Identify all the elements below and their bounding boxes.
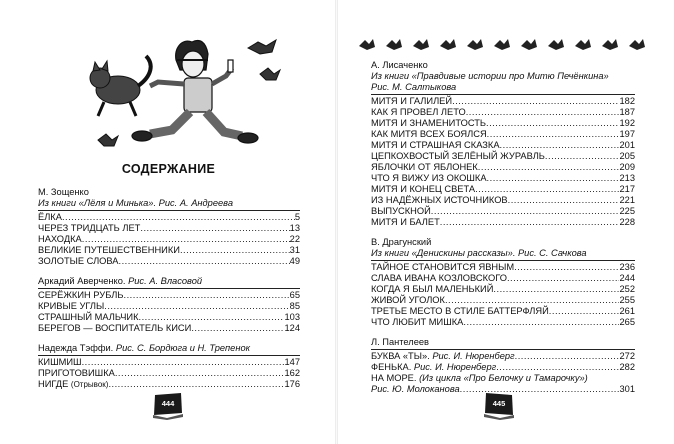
entry-page: 225 xyxy=(619,206,635,216)
dot-leader xyxy=(549,306,620,317)
toc-entry[interactable] xyxy=(38,256,300,267)
toc-entry[interactable] xyxy=(38,290,300,301)
dot-leader xyxy=(124,290,290,301)
dot-leader xyxy=(139,312,285,323)
illustrator-note: Рис. И. Нюренберг xyxy=(413,362,497,372)
entry-title: КРИВЫЕ УГЛЫ xyxy=(38,301,105,311)
dot-leader xyxy=(104,301,289,312)
entry-page: 272 xyxy=(619,351,635,361)
toc-entry[interactable] xyxy=(371,184,635,195)
toc-entry[interactable] xyxy=(38,357,300,368)
source-note: Из книги «Лёля и Минька». Рис. А. Андреева xyxy=(38,198,300,211)
page-number: 444 xyxy=(161,399,175,408)
illustrator-note: Рис. И. Нюренберг xyxy=(432,351,515,361)
entry-page: 201 xyxy=(619,140,635,150)
page-number: 445 xyxy=(492,399,506,408)
entry-title: ФЕНЬКА. xyxy=(371,362,412,372)
toc-entry[interactable] xyxy=(371,206,635,217)
entry-title: ЁЛКА xyxy=(38,212,62,222)
entry-title: КИШМИШ xyxy=(38,357,82,367)
entry-title: МИТЯ И БАЛЕТ xyxy=(371,217,440,227)
dot-leader xyxy=(466,107,620,118)
left-toc-column xyxy=(38,187,300,399)
right-page xyxy=(337,0,674,444)
entry-page: 49 xyxy=(289,256,300,266)
entry-page: 221 xyxy=(619,195,635,205)
author-name: Л. Пантелеев xyxy=(371,337,635,350)
entry-title: НА МОРЕ. xyxy=(371,373,417,383)
author-name: А. Лисаченко xyxy=(371,60,428,70)
entry-title: ЧТО ЛЮБИТ МИШКА xyxy=(371,317,464,327)
toc-entry[interactable] xyxy=(38,379,300,390)
right-toc-column xyxy=(371,60,635,404)
entry-page: 228 xyxy=(619,217,635,227)
entry-title: МИТЯ И КОНЕЦ СВЕТА xyxy=(371,184,476,194)
entry-title: СТРАШНЫЙ МАЛЬЧИК xyxy=(38,312,139,322)
illustrator-note: Рис. С. Бордюга и Н. Трепенок xyxy=(115,343,251,353)
entry-page: 236 xyxy=(619,262,635,272)
toc-entry[interactable] xyxy=(371,96,635,107)
entry-title: НИГДЕ xyxy=(38,379,69,389)
entry-title: СЛАВА ИВАНА КОЗЛОВСКОГО xyxy=(371,273,507,283)
entry-page: 265 xyxy=(619,317,635,327)
author-name: Аркадий Аверченко. xyxy=(38,276,126,286)
contents-title: СОДЕРЖАНИЕ xyxy=(121,162,216,176)
entry-title: ИЗ НАДЁЖНЫХ ИСТОЧНИКОВ xyxy=(371,195,508,205)
dot-leader xyxy=(500,140,620,151)
entry-title: МИТЯ И ГАЛИЛЕЙ xyxy=(371,96,453,106)
toc-entry[interactable] xyxy=(371,217,635,228)
dot-leader xyxy=(493,284,619,295)
toc-entry[interactable] xyxy=(371,295,635,306)
entry-page: 187 xyxy=(619,107,635,117)
dot-leader xyxy=(82,357,285,368)
dot-leader xyxy=(440,217,620,228)
entry-page: 162 xyxy=(284,368,300,378)
entry-page: 213 xyxy=(619,173,635,183)
page-number-badge xyxy=(482,391,516,421)
entry-page: 301 xyxy=(619,384,635,394)
dot-leader xyxy=(508,195,620,206)
entry-page: 103 xyxy=(284,312,300,322)
toc-entry[interactable] xyxy=(371,118,635,129)
toc-entry[interactable] xyxy=(371,262,635,273)
running-boy-cat-illustration xyxy=(80,30,290,158)
entry-page: 85 xyxy=(289,301,300,311)
toc-entry[interactable] xyxy=(38,323,300,334)
toc-entry[interactable] xyxy=(38,223,300,234)
dot-leader xyxy=(445,295,620,306)
dot-leader xyxy=(507,273,620,284)
entry-title: ТАЙНОЕ СТАНОВИТСЯ ЯВНЫМ xyxy=(371,262,515,272)
toc-entry[interactable] xyxy=(371,317,635,328)
toc-entry[interactable] xyxy=(371,107,635,118)
entry-page: 22 xyxy=(289,234,300,244)
dot-leader xyxy=(140,223,289,234)
dot-leader xyxy=(463,317,619,328)
toc-entry[interactable] xyxy=(38,245,300,256)
toc-entry[interactable] xyxy=(371,195,635,206)
entry-title: ЖИВОЙ УГОЛОК xyxy=(371,295,445,305)
entry-page: 192 xyxy=(619,118,635,128)
toc-section-dragunsky xyxy=(371,237,635,328)
entry-page: 255 xyxy=(619,295,635,305)
entry-title: БУКВА «ТЫ». xyxy=(371,351,430,361)
entry-title: МИТЯ И СТРАШНАЯ СКАЗКА xyxy=(371,140,500,150)
entry-title: ЧЕРЕЗ ТРИДЦАТЬ ЛЕТ xyxy=(38,223,141,233)
entry-title: ПРИГОТОВИШКА xyxy=(38,368,115,378)
toc-entry[interactable] xyxy=(371,373,635,384)
author-name: В. Драгунский xyxy=(371,237,432,247)
entry-title: БЕРЕГОВ — ВОСПИТАТЕЛЬ КИСИ xyxy=(38,323,192,333)
dot-leader xyxy=(82,234,290,245)
page-number-badge xyxy=(151,391,185,421)
entry-page: 65 xyxy=(289,290,300,300)
entry-page: 147 xyxy=(284,357,300,367)
entry-page: 244 xyxy=(619,273,635,283)
entry-page: 13 xyxy=(289,223,300,233)
dot-leader xyxy=(486,118,619,129)
entry-title: СЕРЁЖКИН РУБЛЬ xyxy=(38,290,124,300)
toc-entry[interactable] xyxy=(38,312,300,323)
bird-border-ornament xyxy=(357,36,657,52)
entry-page: 197 xyxy=(619,129,635,139)
author-name: М. Зощенко xyxy=(38,187,89,197)
author-line xyxy=(38,276,300,289)
toc-entry[interactable] xyxy=(38,234,300,245)
dot-leader xyxy=(475,184,619,195)
toc-entry[interactable] xyxy=(371,140,635,151)
entry-page: 31 xyxy=(289,245,300,255)
entry-note: (Отрывок) xyxy=(70,380,109,389)
cycle-note: (Из цикла «Про Белочку и Тамарочку») xyxy=(419,373,588,383)
author-name: Надежда Тэффи. xyxy=(38,343,114,353)
toc-entry[interactable] xyxy=(371,273,635,284)
dot-leader xyxy=(431,206,620,217)
toc-entry[interactable] xyxy=(371,162,635,173)
dot-leader xyxy=(191,323,284,334)
entry-title: НАХОДКА xyxy=(38,234,82,244)
toc-section-teffi xyxy=(38,343,300,390)
entry-title: КОГДА Я БЫЛ МАЛЕНЬКИЙ xyxy=(371,284,494,294)
entry-page: 176 xyxy=(284,379,300,389)
toc-entry[interactable] xyxy=(38,212,300,223)
entry-title: ВЫПУСКНОЙ xyxy=(371,206,431,216)
toc-entry[interactable] xyxy=(38,368,300,379)
dot-leader xyxy=(515,351,620,362)
entry-page: 5 xyxy=(294,212,300,222)
dot-leader xyxy=(478,162,620,173)
dot-leader xyxy=(496,362,619,373)
dot-leader xyxy=(115,368,285,379)
entry-title: ЦЕПКОХВОСТЫЙ ЗЕЛЁНЫЙ ЖУРАВЛЬ xyxy=(371,151,545,161)
toc-entry[interactable] xyxy=(371,284,635,295)
entry-page: 205 xyxy=(619,151,635,161)
toc-entry[interactable] xyxy=(371,306,635,317)
dot-leader xyxy=(452,96,619,107)
entry-title: ТРЕТЬЕ МЕСТО В СТИЛЕ БАТТЕРФЛЯЙ xyxy=(371,306,549,316)
toc-entry[interactable] xyxy=(371,351,635,362)
entry-page: 282 xyxy=(619,362,635,372)
dot-leader xyxy=(119,256,290,267)
toc-entry[interactable] xyxy=(38,301,300,312)
dot-leader xyxy=(62,212,295,223)
dot-leader xyxy=(545,151,620,162)
toc-entry[interactable] xyxy=(371,151,635,162)
entry-title: МИТЯ И ЗНАМЕНИТОСТЬ xyxy=(371,118,487,128)
entry-title: КАК МИТЯ ВСЕХ БОЯЛСЯ xyxy=(371,129,487,139)
illustrator-note: Рис. Ю. Молоканова xyxy=(371,384,460,394)
entry-title: ЗОЛОТЫЕ СЛОВА xyxy=(38,256,119,266)
entry-page: 209 xyxy=(619,162,635,172)
toc-section-panteleev xyxy=(371,337,635,395)
source-note: Из книги «Денискины рассказы». Рис. С. Сачкова xyxy=(371,248,635,261)
entry-page: 261 xyxy=(619,306,635,316)
dot-leader xyxy=(108,379,284,390)
entry-title: ЧТО Я ВИЖУ ИЗ ОКОШКА xyxy=(371,173,487,183)
entry-page: 124 xyxy=(284,323,300,333)
toc-entry[interactable] xyxy=(371,173,635,184)
toc-section-zoshchenko xyxy=(38,187,300,267)
illustrator-note: Рис. А. Власовой xyxy=(128,276,203,286)
dot-leader xyxy=(514,262,619,273)
toc-entry[interactable] xyxy=(371,362,635,373)
author-line xyxy=(38,343,300,356)
entry-page: 252 xyxy=(619,284,635,294)
dot-leader xyxy=(487,129,620,140)
entry-title: КАК Я ПРОВЕЛ ЛЕТО xyxy=(371,107,466,117)
illustrator-note: Рис. М. Салтыкова xyxy=(371,82,635,95)
entry-title: ЯБЛОЧКИ ОТ ЯБЛОНЕК xyxy=(371,162,478,172)
dot-leader xyxy=(487,173,620,184)
toc-entry[interactable] xyxy=(371,129,635,140)
entry-title: ВЕЛИКИЕ ПУТЕШЕСТВЕННИКИ xyxy=(38,245,180,255)
entry-page: 182 xyxy=(619,96,635,106)
toc-section-averchenko xyxy=(38,276,300,334)
source-note: Из книги «Правдивые истории про Митю Печёнкина» xyxy=(371,71,609,81)
dot-leader xyxy=(180,245,290,256)
toc-section-lisachenko xyxy=(371,60,635,228)
entry-page: 217 xyxy=(619,184,635,194)
